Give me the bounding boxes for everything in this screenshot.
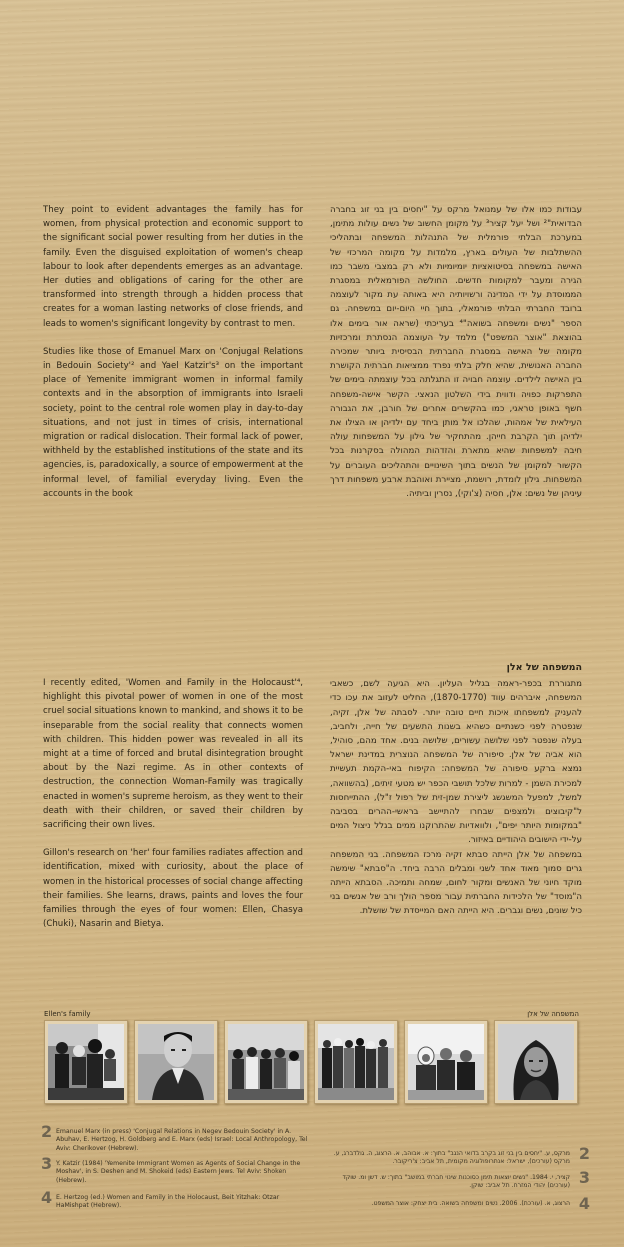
footnote-he-4 <box>328 1194 590 1213</box>
photo-group-outdoors <box>224 1020 308 1104</box>
caption-english: Ellen's family <box>44 1010 91 1018</box>
footnote-en-3 <box>41 1154 312 1185</box>
english-section-2 <box>43 676 303 945</box>
photo-family-standing <box>314 1020 398 1104</box>
hebrew-paragraph-2: מתגוררת בכפר-ראמה בגליל העליון. היא הגיעה לשם, כשאבי המשפחה, איברהים עווד (1870-1770), החליט לעזוב את עכו כדי להעניק למשפחתו איכות חיים טובה יותר. לסבתה של אלן, זקיה, שנפטרה לפני כשנתיים כשהיא בשנות התשעים של חייה, ולחביב, בעלה שנפטר לפני שלושה עשורים, שלושה בנים. אחד מהם, סוהיל, הוא אביה של אלן. סיפורה של המשפחה הנוצרית במדינת ישראל נמצא ברקע סיפורה של המשפחה: הקיפוח באי-הקמת תעשיית למכירת השמן - למרות שלכל תושבי הכפר יש מטעי זיתים, (בהשוואה, למשל, למפעל המשגשג ליצירת שמן-זית של רפול ז"ל), ההתייחסות ל"קיבוצים ולמצפים שבחרו להתיישב בראשי-ההרים בסביבה "במקומות היותר יפים", ולוואדיות שהתרוקנו ממים בגלל ניצול המים על-ידי הישובים היהודיים באיזור. <box>330 679 582 846</box>
photo-elderly-couple <box>404 1020 488 1104</box>
hebrew-section-1 <box>330 203 582 515</box>
footnote-number: 3 <box>41 1154 53 1173</box>
footnote-text: Y. Katzir (1984) 'Yemenite Immigrant Women as Agents of Social Change in the Moshav', in S. Deshen and M. Shokeid (eds) Eastern Jews. Tel Aviv: Shoken (Hebrew). <box>56 1160 301 1184</box>
footnote-en-2 <box>41 1122 312 1153</box>
footnote-he-2 <box>328 1144 590 1167</box>
footnote-text: E. Hertzog (ed.) Women and Family in the Holocaust, Beit Yitzhak: Otzar HaMishpat (Hebrew). <box>56 1194 280 1210</box>
footnote-text: Emanuel Marx (in press) 'Conjugal Relations in Negev Bedouin Society' in A. Abuhav, E. Hertzog, H. Goldberg and E. Marx (eds) Israel: Local Anthropology, Tel Aviv: Cherikover (Hebrew). <box>56 1128 308 1152</box>
photo-family-group <box>44 1020 128 1104</box>
footnote-en-4 <box>41 1188 312 1211</box>
footnote-text: קציר, י. 1984. "נשים יוצאות תימן כסוכנות שינוי חברתי במושב" בתוך: ש. דשן ומ. שוקד (עורכים) יהודי המזרח. תל אביב: שוקן. <box>342 1174 570 1190</box>
footnote-number: 2 <box>578 1144 590 1163</box>
footnote-number: 4 <box>578 1194 590 1213</box>
footnote-text: מרקס, ע. "יחסים בין בני זוג בקרב בדואי הנגב" בתוך: א. אבוהב, א. הרצוג, ה. גולדברג, ע. מרקס (עורכים), ישראל: אנתרופולוגיה מקומית, תל אביב: צ'ריקובר. <box>333 1150 570 1166</box>
footnote-number: 3 <box>578 1168 590 1187</box>
footnote-text: הרצוג, א. (עורכת). 2006. נשים ומשפחה בשואה. בית יצחק: אוצר המשפט. <box>371 1200 570 1207</box>
english-paragraph-2: Studies like those of Emanuel Marx on 'Conjugal Relations in Bedouin Society'² and Yael Katzir's³ on the important place of Yemenite immigrant women in informal family contexts and in the absorption of immigrants into Israeli society, point to the central role women play in day-to-day situations, and not just in times of crisis, international migration or radical dislocation. Their formal lack of power, withheld by the established institutions of the state and its agencies, is, paradoxically, a source of empowerment at the informal level, of familial everyday living. Even the accounts in the book <box>43 346 303 499</box>
photo-young-man <box>134 1020 218 1104</box>
hebrew-paragraph-3: במשפחה של אלן הייתה סבתא זקיה מרכז המשפחה. בני המשפחה גרים סמוך מאוד אחד לשני ומבלים הרבה ביחד. ה"סבתא" שימשה מוקד חיוני של האנשים ומקור לחום, שמחה ותמיכה. הסבתא הייתה ה"מוסד" של הלכידות החברתית עבור מספר הולך ורב של אנשים בני כיל שונים, נשים וגברים. היא הייתה האם המייסדת של שושלת. <box>330 849 582 917</box>
footnote-number: 4 <box>41 1188 53 1207</box>
english-paragraph-3: I recently edited, 'Women and Family in the Holocaust'⁴, highlight this pivotal power of women in one of the most cruel social situations known to mankind, and shows it to be inseparable from the social reality that connects women with children. This hidden power was revealed in all its might at a time of forced and brutal disintegration brought about by the Nazi regime. As in other contexts of destruction, the connection Woman-Family was tragically enacted in women's supreme heroism, as they went to their death with their children, or saved their children by sacrificing their own lives. <box>43 678 303 831</box>
english-paragraph-4: Gillon's research on 'her' four families radiates affection and identification, mixed with curiosity, about the place of women in the historical processes of social change affecting their families. She learns, draws, paints and loves the four families through the eyes of four women: Ellen, Chasya (Chuki), Nasarin and Bietya. <box>43 848 303 930</box>
footnote-number: 2 <box>41 1122 53 1141</box>
hebrew-section-2 <box>330 661 582 933</box>
caption-hebrew: המשפחה של אלן <box>527 1010 579 1018</box>
hebrew-paragraph-1: עבודות כמו אלו של עמנואל מרקס על "יחסים בין בני זוג בחברה הבדואית"² ושל יעל קציר³ על מקומן החשוב של נשים עולות מתימן, במערכת הבלתי פורמלית של התנהלות המשפחה ובתהליכי ההשתלבות של העולים בארץ, מלמדות על מקומה המרכזי של האישה במשפחה בסיטואציות יומיומיות ולא רק במצבי משבר כמו הגירה ומעבר למקומות חדשים. החולשה הפורמאלית במסגרת הממוסדת על ידי המדינה ורשויותיה היא באותה עת מקור לעוצמה ברובד החברתי הבלתי פורמאלי, בתוך חיי היום-יום במשפחה. גם הספר "נשים ומשפחה בשואה"⁴ בעריכתי (שראה אור בימים אלו בהוצאת "אוצר המשפט") מלמד על העוצמה הנסתרת ומרכזיות מקומה של האישה במסגרת החברתית הבסיסית ביותר שמכירה החברה האנושית, שהיא חלק בלתי נפרד ממציאות חברתית הקושרת בין האישה לילדים. עוצמה חבויה זו התגלתה בכל עוצמתה בימים של התפרקות כפויה ודווית בידי השלטון הנאצי. הקשר אישה-משפחה חשף באופן טראגי, כמו בהקשרים אחרים של חורבן, את הגבורה העילאית של אמהות, שהלכו אל מותן ביחד עם ילדיהן או הצילו את ילדיהן תוך הקרבת חייהן. מהתחקיר של גילון על המשפחות עולה חיבה למשפחות שהיא מתארת והזדהות המהולה בסקרנות בכל הקשור למקומן של הנשים בתוך השינויים והתהליכים העוברים על המשפחות. גילון לומדת, רושמת, מציירת ואוהבת ארבע משפחות דרך עיניהן של נשים: אלן, חסיה (צ'וקי), נסרין וביתיה. <box>330 205 582 500</box>
hebrew-section-heading: המשפחה של אלן <box>506 662 582 673</box>
english-section-1 <box>43 203 303 515</box>
english-paragraph-1: They point to evident advantages the family has for women, from physical protection and economic support to the significant social power resulting from her duties in the family. Even the disguised exploitation of women's cheap labour to look after dependents emerges as an advantage. Her duties and obligations of caring for the other are transformed into strength through a hidden process that creates for a woman lasting networks of close friends, and leads to women's significant longevity by contrast to men. <box>43 205 303 329</box>
photo-strip <box>44 1020 578 1104</box>
photo-young-woman <box>494 1020 578 1104</box>
footnote-he-3 <box>328 1168 590 1191</box>
